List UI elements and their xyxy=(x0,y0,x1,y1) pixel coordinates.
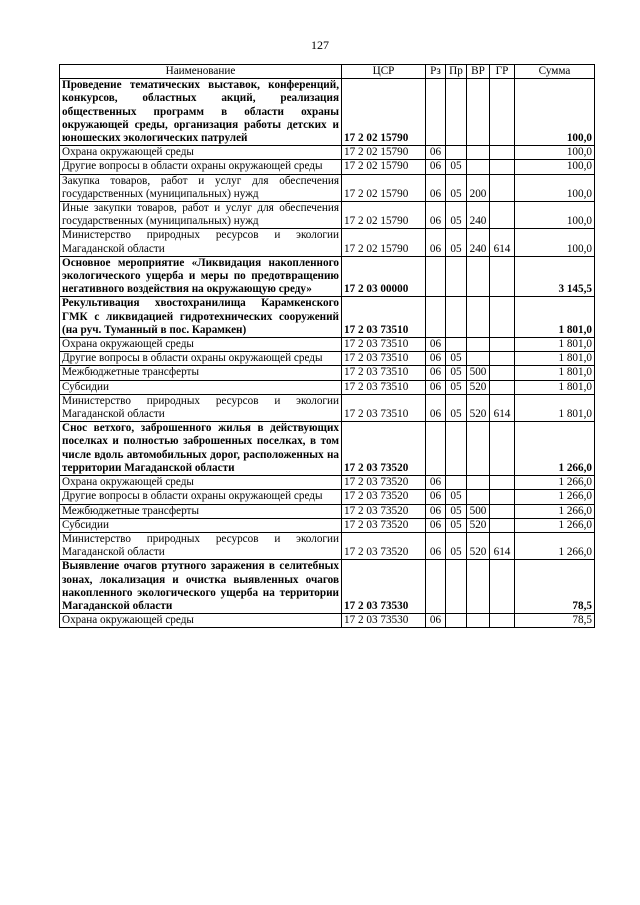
table-body xyxy=(60,79,595,628)
cell-rz xyxy=(426,560,446,614)
cell-gr xyxy=(490,380,515,394)
cell-gr xyxy=(490,297,515,338)
cell-csr: 17 2 02 15790 xyxy=(342,202,426,229)
cell-csr: 17 2 03 73510 xyxy=(342,297,426,338)
table-row xyxy=(60,174,595,201)
cell-vr xyxy=(467,297,490,338)
cell-vr: 520 xyxy=(467,532,490,559)
cell-csr: 17 2 03 73520 xyxy=(342,490,426,504)
cell-csr: 17 2 03 73520 xyxy=(342,518,426,532)
cell-name: Проведение тематических выставок, конференций, конкурсов, областных акций, реализация общественных программ в области охраны окружающей среды, организация работы детских и юношеских экологических патрулей xyxy=(60,79,342,146)
cell-gr: 614 xyxy=(490,229,515,256)
cell-sum: 1 266,0 xyxy=(515,476,595,490)
cell-gr xyxy=(490,476,515,490)
cell-csr: 17 2 02 15790 xyxy=(342,160,426,174)
column-header-vr: ВР xyxy=(467,65,490,79)
cell-csr: 17 2 03 73510 xyxy=(342,338,426,352)
cell-sum: 1 801,0 xyxy=(515,297,595,338)
cell-rz: 06 xyxy=(426,490,446,504)
cell-pr xyxy=(446,422,467,476)
table-row xyxy=(60,394,595,421)
cell-rz: 06 xyxy=(426,352,446,366)
cell-gr xyxy=(490,160,515,174)
cell-gr xyxy=(490,146,515,160)
cell-rz: 06 xyxy=(426,338,446,352)
cell-name: Охрана окружающей среды xyxy=(60,146,342,160)
cell-vr: 240 xyxy=(467,202,490,229)
table-row xyxy=(60,476,595,490)
cell-gr xyxy=(490,202,515,229)
cell-csr: 17 2 03 73510 xyxy=(342,394,426,421)
cell-pr xyxy=(446,256,467,297)
cell-vr: 520 xyxy=(467,380,490,394)
cell-pr: 05 xyxy=(446,394,467,421)
table-row xyxy=(60,338,595,352)
cell-name: Другие вопросы в области охраны окружающей среды xyxy=(60,160,342,174)
cell-pr xyxy=(446,297,467,338)
cell-name: Охрана окружающей среды xyxy=(60,614,342,628)
table-row xyxy=(60,490,595,504)
cell-gr xyxy=(490,560,515,614)
cell-gr xyxy=(490,614,515,628)
cell-pr xyxy=(446,560,467,614)
cell-vr: 200 xyxy=(467,174,490,201)
cell-name: Другие вопросы в области охраны окружающей среды xyxy=(60,490,342,504)
cell-gr xyxy=(490,518,515,532)
cell-rz: 06 xyxy=(426,202,446,229)
table-row xyxy=(60,256,595,297)
cell-rz: 06 xyxy=(426,174,446,201)
cell-csr: 17 2 02 15790 xyxy=(342,174,426,201)
cell-vr xyxy=(467,352,490,366)
table-row xyxy=(60,146,595,160)
cell-sum: 100,0 xyxy=(515,174,595,201)
cell-csr: 17 2 03 73520 xyxy=(342,504,426,518)
cell-csr: 17 2 03 73510 xyxy=(342,352,426,366)
cell-pr: 05 xyxy=(446,532,467,559)
cell-pr: 05 xyxy=(446,174,467,201)
cell-gr xyxy=(490,352,515,366)
table-row xyxy=(60,79,595,146)
cell-sum: 1 266,0 xyxy=(515,504,595,518)
cell-pr xyxy=(446,614,467,628)
cell-sum: 1 801,0 xyxy=(515,394,595,421)
table-row xyxy=(60,160,595,174)
cell-name: Иные закупки товаров, работ и услуг для обеспечения государственных (муниципальных) нужд xyxy=(60,202,342,229)
cell-gr: 614 xyxy=(490,394,515,421)
cell-sum: 1 266,0 xyxy=(515,422,595,476)
cell-csr: 17 2 03 73530 xyxy=(342,560,426,614)
cell-sum: 1 266,0 xyxy=(515,532,595,559)
cell-pr: 05 xyxy=(446,160,467,174)
cell-rz: 06 xyxy=(426,518,446,532)
cell-csr: 17 2 03 73520 xyxy=(342,532,426,559)
cell-pr: 05 xyxy=(446,380,467,394)
cell-rz: 06 xyxy=(426,614,446,628)
cell-sum: 1 801,0 xyxy=(515,352,595,366)
cell-rz: 06 xyxy=(426,532,446,559)
cell-name: Министерство природных ресурсов и экологии Магаданской области xyxy=(60,394,342,421)
cell-vr xyxy=(467,146,490,160)
cell-rz: 06 xyxy=(426,366,446,380)
budget-table xyxy=(59,64,595,628)
cell-gr xyxy=(490,366,515,380)
cell-pr: 05 xyxy=(446,518,467,532)
cell-name: Рекультивация хвостохранилища Карамкенского ГМК с ликвидацией гидротехнических сооружений (на руч. Туманный в пос. Карамкен) xyxy=(60,297,342,338)
cell-sum: 3 145,5 xyxy=(515,256,595,297)
cell-name: Основное мероприятие «Ликвидация накопленного экологического ущерба и меры по предотвращению негативного воздействия на окружающую среду» xyxy=(60,256,342,297)
cell-rz: 06 xyxy=(426,504,446,518)
cell-pr xyxy=(446,338,467,352)
cell-csr: 17 2 03 73520 xyxy=(342,476,426,490)
cell-rz: 06 xyxy=(426,229,446,256)
cell-name: Другие вопросы в области охраны окружающей среды xyxy=(60,352,342,366)
cell-sum: 78,5 xyxy=(515,614,595,628)
cell-csr: 17 2 03 73510 xyxy=(342,380,426,394)
cell-vr: 520 xyxy=(467,518,490,532)
cell-csr: 17 2 02 15790 xyxy=(342,146,426,160)
table-row xyxy=(60,229,595,256)
column-header-rz: Рз xyxy=(426,65,446,79)
table-header-row xyxy=(60,65,595,79)
cell-vr xyxy=(467,560,490,614)
cell-vr: 240 xyxy=(467,229,490,256)
cell-csr: 17 2 03 73520 xyxy=(342,422,426,476)
cell-rz: 06 xyxy=(426,146,446,160)
cell-gr xyxy=(490,490,515,504)
cell-vr xyxy=(467,256,490,297)
cell-csr: 17 2 03 73530 xyxy=(342,614,426,628)
cell-rz xyxy=(426,79,446,146)
cell-sum: 1 266,0 xyxy=(515,490,595,504)
column-header-csr: ЦСР xyxy=(342,65,426,79)
cell-vr: 500 xyxy=(467,366,490,380)
column-header-gr: ГР xyxy=(490,65,515,79)
table-row xyxy=(60,366,595,380)
cell-csr: 17 2 02 15790 xyxy=(342,229,426,256)
cell-rz xyxy=(426,256,446,297)
cell-pr: 05 xyxy=(446,202,467,229)
cell-name: Субсидии xyxy=(60,518,342,532)
cell-name: Межбюджетные трансферты xyxy=(60,504,342,518)
cell-sum: 100,0 xyxy=(515,202,595,229)
cell-pr xyxy=(446,79,467,146)
cell-vr xyxy=(467,614,490,628)
table-row xyxy=(60,380,595,394)
cell-name: Закупка товаров, работ и услуг для обеспечения государственных (муниципальных) нужд xyxy=(60,174,342,201)
cell-rz: 06 xyxy=(426,476,446,490)
cell-pr: 05 xyxy=(446,504,467,518)
cell-pr: 05 xyxy=(446,229,467,256)
cell-rz xyxy=(426,297,446,338)
cell-vr xyxy=(467,338,490,352)
table-row xyxy=(60,422,595,476)
cell-name: Межбюджетные трансферты xyxy=(60,366,342,380)
cell-vr: 500 xyxy=(467,504,490,518)
cell-csr: 17 2 02 15790 xyxy=(342,79,426,146)
cell-pr: 05 xyxy=(446,490,467,504)
table-row xyxy=(60,518,595,532)
cell-name: Охрана окружающей среды xyxy=(60,476,342,490)
cell-sum: 100,0 xyxy=(515,229,595,256)
cell-sum: 1 801,0 xyxy=(515,380,595,394)
cell-rz: 06 xyxy=(426,160,446,174)
cell-sum: 78,5 xyxy=(515,560,595,614)
cell-csr: 17 2 03 00000 xyxy=(342,256,426,297)
cell-vr xyxy=(467,476,490,490)
column-header-pr: Пр xyxy=(446,65,467,79)
cell-name: Министерство природных ресурсов и экологии Магаданской области xyxy=(60,229,342,256)
cell-sum: 100,0 xyxy=(515,160,595,174)
cell-pr: 05 xyxy=(446,352,467,366)
cell-name: Субсидии xyxy=(60,380,342,394)
table-row xyxy=(60,297,595,338)
cell-pr: 05 xyxy=(446,366,467,380)
cell-pr xyxy=(446,146,467,160)
cell-rz: 06 xyxy=(426,380,446,394)
cell-rz xyxy=(426,422,446,476)
cell-gr xyxy=(490,422,515,476)
table-row xyxy=(60,614,595,628)
cell-vr xyxy=(467,160,490,174)
cell-sum: 1 266,0 xyxy=(515,518,595,532)
cell-gr xyxy=(490,504,515,518)
cell-gr xyxy=(490,256,515,297)
cell-gr xyxy=(490,338,515,352)
cell-vr xyxy=(467,490,490,504)
cell-pr xyxy=(446,476,467,490)
cell-name: Снос ветхого, заброшенного жилья в действующих поселках и полностью заброшенных поселках, в том числе вдоль автомобильных дорог, расположенных на территории Магаданской области xyxy=(60,422,342,476)
cell-sum: 1 801,0 xyxy=(515,338,595,352)
cell-sum: 100,0 xyxy=(515,146,595,160)
cell-name: Охрана окружающей среды xyxy=(60,338,342,352)
cell-gr xyxy=(490,79,515,146)
cell-vr xyxy=(467,79,490,146)
cell-csr: 17 2 03 73510 xyxy=(342,366,426,380)
cell-gr xyxy=(490,174,515,201)
cell-sum: 1 801,0 xyxy=(515,366,595,380)
cell-name: Министерство природных ресурсов и экологии Магаданской области xyxy=(60,532,342,559)
cell-sum: 100,0 xyxy=(515,79,595,146)
column-header-sum: Сумма xyxy=(515,65,595,79)
table-row xyxy=(60,352,595,366)
table-row xyxy=(60,504,595,518)
cell-name: Выявление очагов ртутного заражения в селитебных зонах, локализация и очистка выявленных очагов накопленного экологического ущерба на территории Магаданской области xyxy=(60,560,342,614)
table-row xyxy=(60,202,595,229)
table-row xyxy=(60,532,595,559)
cell-vr: 520 xyxy=(467,394,490,421)
page-number: 127 xyxy=(311,38,329,52)
cell-rz: 06 xyxy=(426,394,446,421)
cell-gr: 614 xyxy=(490,532,515,559)
cell-vr xyxy=(467,422,490,476)
column-header-name: Наименование xyxy=(60,65,342,79)
table-row xyxy=(60,560,595,614)
